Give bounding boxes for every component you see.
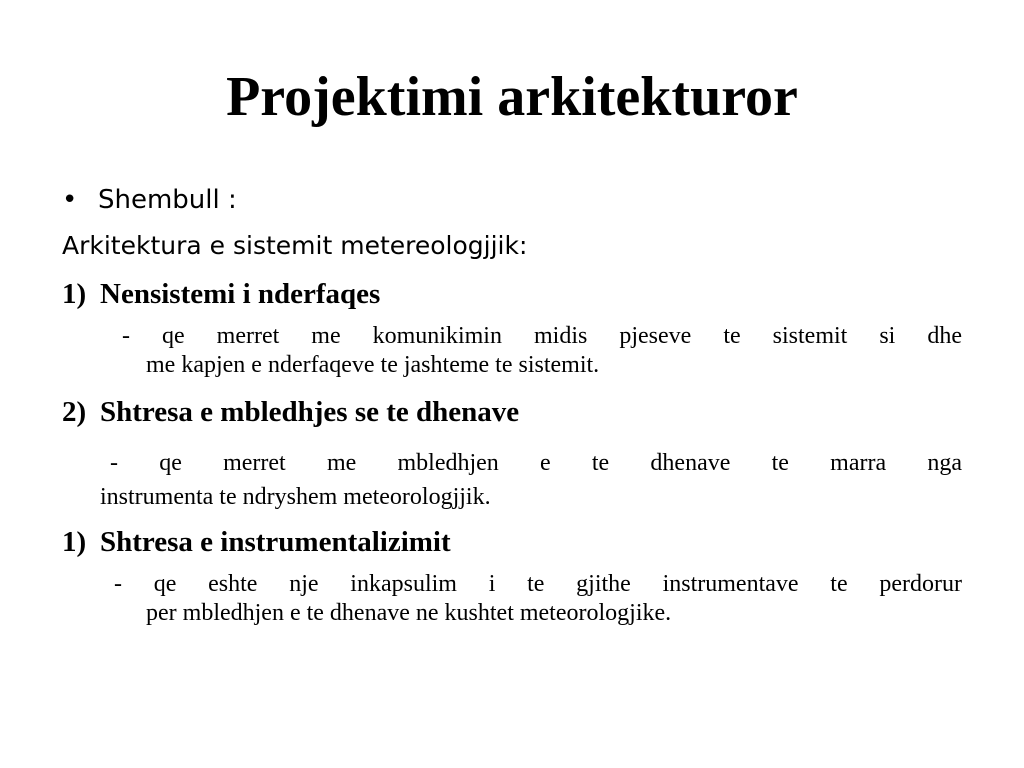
item-description-line: - qe eshte nje inkapsulim i te gjithe instrumentave te perdorur (114, 571, 962, 597)
item-description-3 (114, 570, 962, 628)
item-heading-3 (62, 524, 451, 560)
item-heading-2 (62, 394, 519, 430)
item-description-line: - qe merret me komunikimin midis pjeseve te sistemit si dhe (122, 323, 962, 349)
bullet-marker: • (62, 185, 78, 215)
item-description-line: instrumenta te ndryshem meteorologjjik. (100, 484, 491, 510)
item-number: 1) (62, 278, 87, 310)
slide-title: Projektimi arkitekturor (226, 66, 798, 128)
item-description-line: - qe merret me mbledhjen e te dhenave te marra nga (110, 450, 962, 476)
item-heading-text: Shtresa e mbledhjes se te dhenave (100, 396, 520, 428)
bullet-text: Shembull : (98, 185, 237, 215)
item-heading-text: Shtresa e instrumentalizimit (100, 526, 451, 558)
item-description-2 (100, 446, 962, 514)
item-description-1 (122, 322, 962, 380)
item-number: 1) (62, 526, 87, 558)
item-heading-text: Nensistemi i nderfaqes (100, 278, 381, 310)
item-heading-1 (62, 276, 380, 312)
item-description-line: me kapjen e nderfaqeve te jashteme te sistemit. (146, 352, 600, 378)
intro-text: Arkitektura e sistemit metereologjjik: (62, 231, 528, 260)
item-description-line: per mbledhjen e te dhenave ne kushtet meteorologjike. (146, 600, 672, 626)
item-number: 2) (62, 396, 87, 428)
bullet-item (62, 182, 237, 218)
